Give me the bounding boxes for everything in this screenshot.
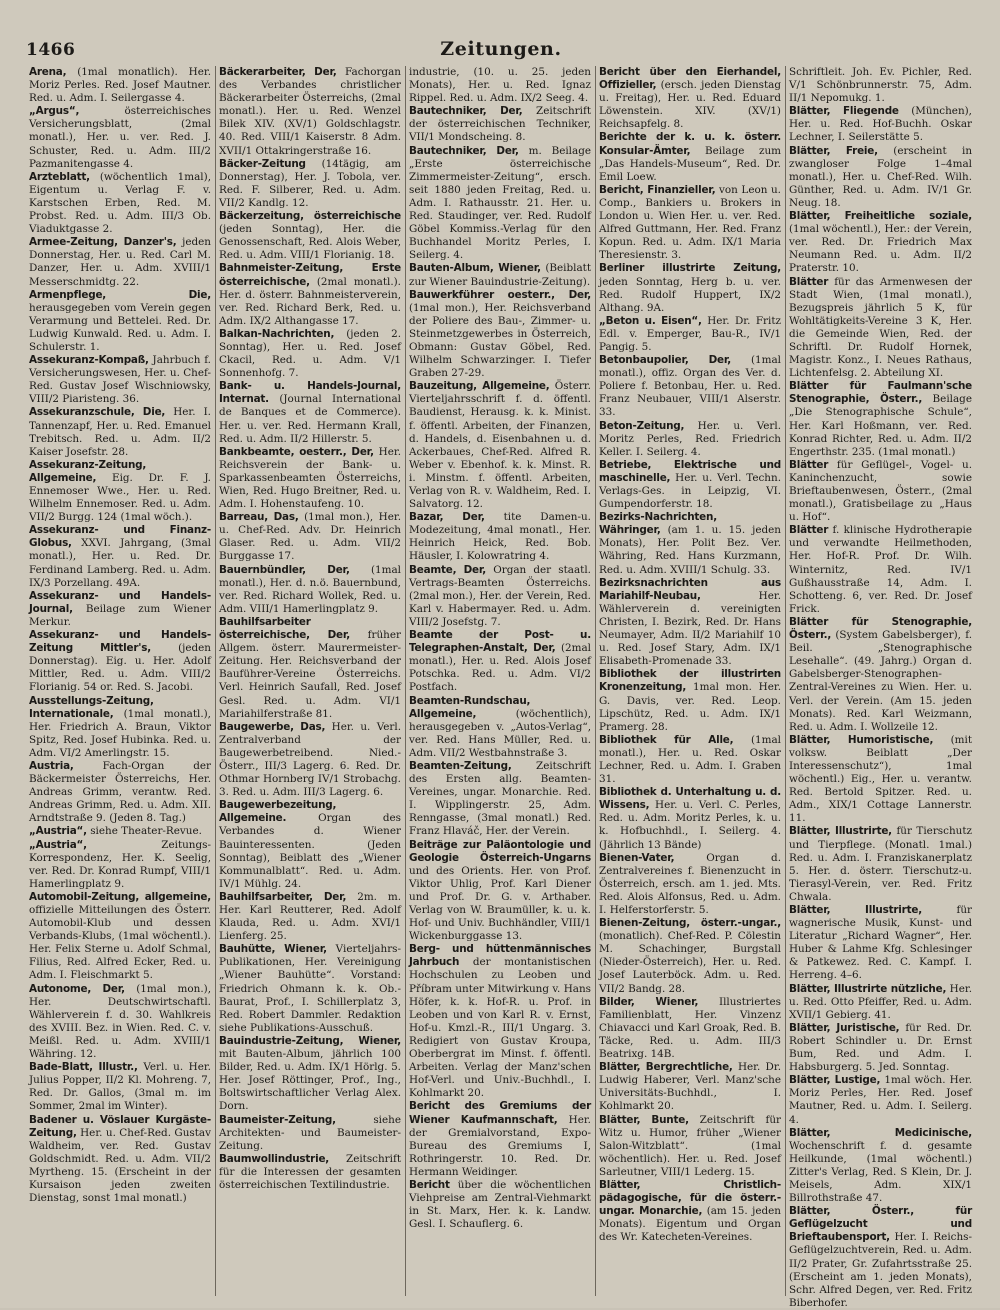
entry-text: (1mal monatl.), Her. u. Red. Oskar Lechner, Red. u. Adm. I. Graben 31. xyxy=(599,733,781,786)
entry-text: für das Armenwesen der Stadt Wien, (1mal monatl.), Bezugspreis jährlich 5 K, für Wohltätigkeits-Vereine 3 K, Her. die Gemeinde Wien, Red. der Schriftl. Dr. Rudolf Hornek, Magistr. Konz., I. Neues Rathaus, Lichtenfelsg. 2. Abteilung XI. xyxy=(789,275,972,380)
entry-text: Her. I. Reichs-Geflügelzuchtverein, Red. u. Adm. II/2 Prater, Gr. Zufahrtsstraße 25. (Erscheint am 1. jeden Monats), Schr. Alfred Degen, ver. Red. Fritz Biberhofer. xyxy=(789,1231,972,1309)
directory-entry xyxy=(219,262,401,327)
entry-text: für Geflügel-, Vogel- u. Kaninchenzucht, sowie Brieftaubenwesen, Österr., (2mal monatl.), Gratisbeilage zu „Haus u. Hof“. xyxy=(789,458,972,524)
entry-headword: Bericht, Finanzieller, xyxy=(599,183,716,196)
entry-headword: Baugewerbezeitung, Allgemeine. xyxy=(219,799,337,825)
entry-text: Beilage zum „Das Handels-Museum“, Red. Dr. Emil Loew. xyxy=(599,144,781,183)
directory-entry xyxy=(409,511,591,563)
directory-entry xyxy=(789,524,972,616)
directory-entry xyxy=(29,289,211,354)
entry-headword: Blätter xyxy=(789,275,829,288)
directory-entry xyxy=(409,105,591,144)
entry-text: Zeitschrift des Ersten allg. Beamten-Vereines, ungar. Monarchie. Red. I. Wipplingerstr. 25, Adm. Renngasse, (3mal monatl.) Red. Franz Hlaváč, Her. der Verein. xyxy=(409,759,591,838)
entry-text: Beilage zum Wiener Merkur. xyxy=(29,602,211,628)
directory-entry xyxy=(409,289,591,381)
entry-text: Organ der staatl. Vertrags-Beamten Österreichs. (2mal mon.), Her. der Verein, Red. Karl v. Habermayer. Red. u. Adm. VIII/2 Josefstg. 7. xyxy=(409,563,591,628)
directory-entry xyxy=(29,590,211,629)
entry-headword: Blätter, Bergrechtliche, xyxy=(599,1061,733,1074)
entry-text: Organ des Verbandes d. Wiener Bauinteressenten. (Jeden Sonntag), Beiblatt des „Wiener Kommunalblatt“. Red. u. Adm. IV/1 Mühlg. 24. xyxy=(219,812,401,890)
entry-headword: Beiträge zur Paläontologie und Geologie Österreich-Ungarns xyxy=(409,838,591,864)
directory-entry xyxy=(789,1074,972,1126)
page-header xyxy=(26,34,976,64)
directory-entry xyxy=(219,1114,401,1153)
entry-text: für wagnerische Musik, Kunst- und Literatur „Richard Wagner“, Her. Huber & Lahme Kfg. Schlesinger & Patkewez. Red. C. Kampf. I. Herreng. 4–6. xyxy=(789,904,972,982)
entry-headword: Blätter, Bunte, xyxy=(599,1113,689,1126)
directory-entry xyxy=(29,1114,211,1206)
entry-text: (1mal monatl.), offiz. Organ des Ver. d. Poliere f. Betonbau, Her. u. Red. Franz Neubauer, VIII/1 Alserstr. 33. xyxy=(599,354,781,419)
entry-headword: Bienen-Zeitung, österr.-ungar., xyxy=(599,917,781,930)
entry-headword: Assekuranzschule, Die, xyxy=(29,406,166,419)
entry-headword: Blätter, Illustrirte, xyxy=(789,904,922,916)
entry-text: früher Allgem. österr. Maurermeister-Zeitung. Her. Reichsverband der Bauführer-Vereine Österreichs. Verl. Heinrich Saufall, Red. Josef Gesl. Red. u. Adm. VI/1 Mariahilferstraße 81. xyxy=(219,629,401,720)
entry-headword: Blätter für Stenographie, Österr., xyxy=(789,615,972,642)
entry-headword: Baumeister-Zeitung, xyxy=(219,1113,336,1126)
entry-text: Her. der Gremialvorstand, Expo-Bureau des Gremiums I, Rothringerstr. 10. Red. Dr. Hermann Weidinger. xyxy=(409,1113,591,1178)
directory-entry xyxy=(29,105,211,170)
directory-entry xyxy=(219,511,401,563)
entry-text: Her. Dr. Ludwig Haberer, Verl. Manz'sche Universitäts-Buchhdl., I. Kohlmarkt 20. xyxy=(599,1061,781,1113)
directory-entry xyxy=(599,852,781,917)
entry-headword: Bauernbündler, Der, xyxy=(219,563,350,576)
column-5 xyxy=(786,66,976,1309)
entry-text: Illustriertes Familienblatt, Her. Vinzenz Chiavacci und Karl Groak, Red. B. Täcke, Red. u. Adm. III/3 Beatrixg. 14B. xyxy=(599,995,781,1061)
entry-text: über die wöchentlichen Viehpreise am Zentral-Viehmarkt in St. Marx, Her. k. k. Landw. Gesl. I. Schauflerg. 6. xyxy=(409,1178,591,1231)
entry-headword: Blätter, Österr., für Geflügelzucht und Brieftaubensport, xyxy=(789,1205,972,1244)
entry-headword: Baugewerbe, Das, xyxy=(219,720,326,733)
directory-entry xyxy=(789,1205,972,1310)
entry-headword: Bautechniker, Der, xyxy=(409,144,519,157)
directory-entry xyxy=(599,1114,781,1179)
directory-entry xyxy=(409,629,591,694)
directory-entry xyxy=(409,262,591,288)
directory-entry xyxy=(409,839,591,944)
directory-entry xyxy=(599,734,781,786)
column-2 xyxy=(216,66,406,1296)
entry-text: (wöchentlich 1mal), Eigentum u. Verlag F. v. Karstschen Erben, Red. M. Probst. Red. u. Adm. III/3 Ob. Viaduktgasse 2. xyxy=(29,170,211,236)
directory-entry xyxy=(409,695,591,760)
entry-headword: Bericht über den Eierhandel, Offizieller, xyxy=(599,66,781,92)
directory-entry xyxy=(29,459,211,524)
text-columns xyxy=(26,66,978,1309)
entry-text: (1mal monatl.), Her. d. n.ö. Bauernbund, ver. Red. Richard Wollek, Red. u. Adm. VIII/1 Hamerlingplatz 9. xyxy=(219,563,401,615)
directory-entry xyxy=(599,996,781,1061)
directory-entry xyxy=(409,380,591,511)
directory-entry xyxy=(789,66,972,105)
directory-entry xyxy=(29,406,211,458)
entry-headword: „Argus“, xyxy=(29,105,80,118)
entry-text: Her. Reichsverein der Bank- u. Sparkassenbeamten Österreichs, Wien, Red. Hugo Breitner, Red. u. Adm. I. Hohenstaufeng. 10. xyxy=(219,445,401,511)
entry-headword: Armee-Zeitung, Danzer's, xyxy=(29,236,177,249)
entry-headword: Bazar, Der, xyxy=(409,511,485,524)
directory-entry xyxy=(789,210,972,275)
entry-text: Organ d. Zentralvereines f. Bienenzucht in Österreich, ersch. am 1. jed. Mts. Red. Alois Alfonsus, Red. u. Adm. I. Helferstorferstr. 5. xyxy=(599,851,781,916)
entry-text: Beilage „Die Stenographische Schule“, Her. Karl Hoßmann, ver. Red. Konrad Richter, Red. u. Adm. II/2 Engerthstr. 235. (1mal monatl.) xyxy=(789,393,972,458)
entry-text: siehe Architekten- und Baumeister-Zeitung. xyxy=(219,1113,401,1152)
entry-text: (1mal monatl.), Her. Friedrich A. Braun, Viktor Spitz, Red. Josef Hubinka. Red. u. Adm. VI/2 Amerlingstr. 15. xyxy=(29,707,211,759)
entry-text: herausgegeben vom Verein gegen Verarmung und Bettelei. Red. Dr. Ludwig Kunwald. Red. u. Adm. I. Schulerstr. 1. xyxy=(29,301,211,353)
entry-headword: Blätter xyxy=(789,524,829,537)
directory-entry xyxy=(409,66,591,105)
directory-entry xyxy=(789,734,972,826)
directory-entry xyxy=(219,328,401,380)
entry-headword: Bibliothek der illustrirten Kronenzeitung, xyxy=(599,668,781,694)
entry-headword: Arena, xyxy=(29,66,67,78)
column-4 xyxy=(596,66,786,1296)
entry-headword: Assekuranz- und Handels-Zeitung Mittler's, xyxy=(29,629,211,655)
entry-text: Her. u. Chef-Red. Gustav Waldheim, ver. Red. Gustav Goldschmidt. Red. u. Adm. VII/2 Myrtheng. 15. (Erscheint in der Kursaison jeden zweiten Dienstag, sonst 1mal monatl.) xyxy=(29,1126,211,1205)
entry-text: Zeitungs-Korrespondenz, Her. K. Seelig, ver. Red. Dr. Konrad Rumpf, VIII/1 Hamerlingplatz 9. xyxy=(29,838,211,890)
entry-text: tite Damen-u. Modezeitung, 4mal monatl., Her. Heinrich Heick, Red. Bob. Häusler, I. Kolowratring 4. xyxy=(409,511,591,563)
entry-text: Her. u. Red. Otto Pfeiffer, Red. u. Adm. XVII/1 Gebierg. 41. xyxy=(789,982,972,1021)
entry-headword: Bauten-Album, Wiener, xyxy=(409,262,541,275)
entry-text: Her. u. Verl. C. Perles, Red. u. Adm. Moritz Perles, k. u. k. Hofbuchhdl., I. Seilerg. 4. (Jährlich 13 Bände) xyxy=(599,799,781,851)
entry-text: für Red. Dr. Robert Schindler u. Dr. Ernst Bum, Red. und Adm. I. Habsburgerg. 5. Jed. Sonntag. xyxy=(789,1021,972,1074)
directory-entry xyxy=(219,799,401,891)
entry-text: Schriftleit. Joh. Ev. Pichler, Red. V/1 Schönbrunnerstr. 75, Adm. II/1 Nepomukg. 1. xyxy=(789,66,972,105)
entry-headword: Bauindustrie-Zeitung, Wiener, xyxy=(219,1034,401,1047)
entry-headword: Betonbaupolier, Der, xyxy=(599,354,732,367)
entry-text: Zeitschrift der österreichischen Techniker, VII/1 Mondscheing. 8. xyxy=(409,105,591,144)
entry-headword: Blätter für Faulmann'sche Stenographie, Österr., xyxy=(789,380,972,406)
directory-entry xyxy=(29,760,211,825)
entry-text: (am 15. jeden Monats). Eigentum und Organ des Wr. Katecheten-Vereines. xyxy=(599,1205,781,1244)
entry-headword: Bilder, Wiener, xyxy=(599,995,699,1008)
entry-text: Zeitschrift für Witz u. Humor, früher „Wiener Salon-Witzblatt“. (1mal wöchentlich). Her. u. Red. Josef Sarleutner, VIII/1 Lederg. 15. xyxy=(599,1113,781,1178)
entry-text: m. Beilage „Erste österreichische Zimmermeister-Zeitung“, ersch. seit 1880 jeden Freitag, Red. u. Adm. I. Rathausstr. 21. Her. u. Red. Staudinger, ver. Red. Rudolf Göbel Kommiss.-Verlag für den Buchhandel Moritz Perles, I. Seilerg. 4. xyxy=(409,144,592,262)
entry-headword: Bienen-Vater, xyxy=(599,851,675,864)
directory-entry xyxy=(789,459,972,524)
entry-text: offizielle Mitteilungen des Österr. Automobil-Klub und dessen Verbands-Klubs, (1mal wöchentl.). Her. Felix Sterne u. Adolf Schmal, Filius, Red. Alfred Ecker, Red. u. Adm. I. Fleischmarkt 5. xyxy=(29,904,211,982)
entry-headword: Beton-Zeitung, xyxy=(599,419,685,432)
entry-headword: Berichte der k. u. k. österr. Konsular-Ämter, xyxy=(599,131,781,157)
entry-headword: Autonome, Der, xyxy=(29,982,125,995)
directory-entry xyxy=(789,616,972,734)
directory-entry xyxy=(599,354,781,419)
entry-text: Eig. Dr. F. J. Ennemoser Wwe., Her. u. Red. Wilhelm Ennemoser. Red. u. Adm. VII/2 Burgg. 124 (1mal wöch.). xyxy=(29,471,211,524)
directory-entry xyxy=(789,825,972,904)
entry-headword: Bankbeamte, oesterr., Der, xyxy=(219,445,374,458)
directory-entry xyxy=(409,145,591,263)
directory-entry xyxy=(29,839,211,891)
entry-text: mit Bauten-Album, jährlich 100 Bilder, Red. u. Adm. IX/1 Hörlg. 5. Her. Josef Röttinger, Prof., Ing., Boltswirtschaftlicher Verlag Alex. Dorn. xyxy=(219,1048,401,1113)
entry-text: (München), Her. u. Red. Hof-Buchh. Oskar Lechner, I. Seilerstätte 5. xyxy=(789,105,972,144)
entry-text: (mit volksw. Beiblatt „Der Interessenschutz“), 1mal wöchentl.) Eig., Her. u. verantw. Red. Bertold Spitzer. Red. u. Adm., XIX/1 Cottage Lannerstr. 11. xyxy=(789,733,972,825)
directory-entry xyxy=(219,380,401,445)
directory-entry xyxy=(599,1061,781,1113)
entry-text: Vierteljahrs-Publikationen, Her. Vereinigung „Wiener Bauhütte“. Vorstand: Friedrich Ohmann k. k. Ob.-Baurat, Prof., I. Schillerplatz 3, Red. Robert Dammler. Redaktion siehe Publikations-Ausschuß. xyxy=(219,943,401,1034)
entry-headword: Beamten-Rundschau, Allgemeine, xyxy=(409,694,531,720)
entry-text: f. klinische Hydrotherapie und verwandte Heilmethoden, Her. Hof-R. Prof. Dr. Wilh. Winternitz, Red. IV/1 Gußhausstraße 14, Adm. I. Schotteng. 6, ver. Red. Dr. Josef Frick. xyxy=(789,524,972,615)
entry-headword: Bauhilfsarbeiter, Der, xyxy=(219,890,347,903)
entry-text: (System Gabelsberger), f. Beil. „Stenographische Lesehalle“. (49. Jahrg.) Organ d. Gabelsberger-Stenographen-Zentral-Vereines zu Wien. Her. u. Verl. der Verein. (Am 15. jeden Monats). Red. Karl Weizmann, Red. u. Adm. I. Wollzeile 12. xyxy=(789,629,972,733)
entry-headword: Blätter, Christlich-pädagogische, für die österr.-ungar. Monarchie, xyxy=(599,1178,781,1218)
entry-headword: Bautechniker, Der, xyxy=(409,105,523,118)
entry-text: (1mal monatlich). Her. Moriz Perles. Red. Josef Mautner. Red. u. Adm. I. Seilergasse 4. xyxy=(29,66,211,105)
entry-text: Her. u. Verl. Zentralverband der Baugewerbetreibend. Nied.-Österr., III/3 Lagerg. 6. Red. Dr. Othmar Hornberg IV/1 Strobachg. 3. Red. u. Adm. III/3 Lagerg. 6. xyxy=(219,720,401,799)
entry-headword: Bauhütte, Wiener, xyxy=(219,943,327,956)
directory-entry xyxy=(599,420,781,459)
directory-entry xyxy=(219,616,401,721)
entry-text: (1mal mon.), Her. u. Chef-Red. Adv. Dr. Heinrich Glaser. Red. u. Adm. VII/2 Burggasse 17. xyxy=(219,511,401,563)
entry-headword: Blätter, Illustrirte, xyxy=(789,825,892,838)
directory-entry xyxy=(599,184,781,263)
directory-entry xyxy=(599,577,781,669)
entry-text: (2mal monatl.). Her. d. österr. Bahnmeisterverein, ver. Red. Richard Berk, Red. u. Adm. IX/2 Althangasse 17. xyxy=(219,275,401,327)
directory-entry xyxy=(219,66,401,158)
entry-headword: Beamte, Der, xyxy=(409,563,487,576)
entry-headword: „Austria“, xyxy=(29,838,87,851)
entry-text: Fach-Organ der Bäckermeister Österreichs, Her. Andreas Grimm, verantw. Red. Andreas Grimm, Red. u. Adm. XII. Arndtstraße 9. (Jeden 8. Tag.) xyxy=(29,759,211,825)
directory-entry xyxy=(599,668,781,733)
entry-text: (ersch. jeden Dienstag u. Freitag), Her. u. Red. Eduard Löwenstein. XIV. (XV/1) Reichsapfelg. 8. xyxy=(599,79,781,131)
entry-headword: Bade-Blatt, Illustr., xyxy=(29,1061,138,1074)
entry-text: (jeden Sonntag), Her. die Genossenschaft, Red. Alois Weber, Red. u. Adm. VIII/1 Florianig. 18. xyxy=(219,223,401,262)
entry-headword: Assekuranz- und Handels-Journal, xyxy=(29,589,211,615)
directory-entry xyxy=(409,943,591,1100)
entry-headword: Assekuranz-Kompaß, xyxy=(29,354,149,367)
entry-headword: Blätter, Freie, xyxy=(789,144,878,157)
entry-text: (wöchentlich), herausgegeben v. „Autos-Verlag“, ver. Red. Hans Müller, Red. u. Adm. VII/2 Westbahnstraße 3. xyxy=(409,707,591,759)
entry-headword: Beamte der Post- u. Telegraphen-Anstalt, Der, xyxy=(409,629,591,655)
entry-headword: Assekuranz- und Finanz-Globus, xyxy=(29,524,211,550)
entry-headword: Bank- u. Handels-Journal, Internat. xyxy=(219,380,401,406)
directory-entry xyxy=(29,236,211,288)
entry-text: industrie, (10. u. 25. jeden Monats), Her. u. Red. Ignaz Rippel. Red. u. Adm. IX/2 Seeg. 4. xyxy=(409,66,591,105)
directory-entry xyxy=(219,210,401,262)
directory-entry xyxy=(599,1179,781,1244)
entry-headword: Bezirks-Nachrichten, Währinger, xyxy=(599,511,717,537)
entry-headword: Balkan-Nachrichten, xyxy=(219,327,335,340)
entry-headword: Berliner illustrirte Zeitung, xyxy=(599,262,781,275)
entry-headword: Austria, xyxy=(29,759,74,772)
directory-entry xyxy=(29,825,211,838)
directory-entry xyxy=(29,1061,211,1113)
entry-headword: Blätter, Illustrirte nützliche, xyxy=(789,982,947,995)
directory-entry xyxy=(409,760,591,839)
directory-entry xyxy=(219,1153,401,1192)
entry-headword: Blätter, Fliegende xyxy=(789,105,899,118)
directory-entry xyxy=(789,1022,972,1074)
entry-text: österreichisches Versicherungsblatt, (2mal monatl.), Her. u. ver. Red. J. Schuster, Red. u. Adm. III/2 Pazmanitengasse 4. xyxy=(29,105,211,170)
running-head-title: Zeitungen. xyxy=(440,38,562,60)
directory-entry xyxy=(599,786,781,851)
entry-headword: Blätter, Humoristische, xyxy=(789,733,934,746)
directory-entry xyxy=(599,131,781,183)
entry-headword: „Austria“, xyxy=(29,825,87,838)
entry-headword: Bauwerkführer oesterr., Der, xyxy=(409,288,591,301)
directory-entry xyxy=(789,983,972,1022)
page-number: 1466 xyxy=(26,40,76,60)
entry-text: (jeden Donnerstag). Eig. u. Her. Adolf Mittler, Red. u. Adm. VIII/2 Florianig. 54 or. Red. S. Jacobi. xyxy=(29,642,211,694)
entry-headword: Armenpflege, Die, xyxy=(29,288,211,301)
entry-text: (Beiblatt zur Wiener Bauindustrie-Zeitung). xyxy=(409,262,591,288)
entry-headword: Bibliothek d. Unterhaltung u. d. Wissens, xyxy=(599,786,781,812)
entry-headword: Bauzeitung, Allgemeine, xyxy=(409,380,550,393)
entry-headword: Badener u. Vöslauer Kurgäste-Zeitung, xyxy=(29,1113,211,1139)
entry-text: Her. u. Verl. Moritz Perles, Red. Friedrich Keller. I. Seilerg. 4. xyxy=(599,419,782,458)
directory-entry xyxy=(599,262,781,314)
directory-entry xyxy=(29,695,211,760)
directory-entry xyxy=(29,524,211,589)
directory-entry xyxy=(219,721,401,800)
directory-entry xyxy=(789,276,972,381)
entry-text: (1mal mon.), Her. Reichsverband der Poliere des Bau-, Zimmer- u. Steinmetzgewerbes in Österreich, Obmann: Gustav Göbel, Red. Wilhelm Schwarzinger. I. Tiefer Graben 27-29. xyxy=(409,301,591,380)
directory-entry xyxy=(599,917,781,996)
entry-text: (Journal International de Banques et de Commerce). Her. u. ver. Red. Hermann Krall, Red. u. Adm. II/2 Hillerstr. 5. xyxy=(219,393,401,445)
entry-text: 2m. m. Her. Karl Reutterer, Red. Adolf Klauda, Red. u. Adm. XVI/1 Lienferg. 25. xyxy=(219,890,402,943)
entry-headword: Bericht des Gremiums der Wiener Kaufmannschaft, xyxy=(409,1100,591,1126)
directory-entry xyxy=(599,459,781,511)
entry-text: Wochenschrift f. d. gesamte Heilkunde, (1mal wöchentl.) Zitter's Verlag, Red. S Klein, Dr. J. Meisels, Adm. XIX/1 Billrothstraße 47. xyxy=(789,1139,972,1205)
entry-headword: Blätter, Medicinische, xyxy=(789,1126,972,1139)
entry-text: (monatlich). Chef-Red. P. Cölestin M. Schachinger, Burgstall (Nieder-Österreich), Her. u. Red. Josef Lauterböck. Adm. u. Red. VII/2 Bandg. 28. xyxy=(599,930,781,995)
directory-entry xyxy=(219,943,401,1035)
entry-headword: Automobil-Zeitung, allgemeine, xyxy=(29,890,211,903)
entry-text: für Tierschutz und Tierpflege. (Monatl. 1mal.) Red. u. Adm. I. Franziskanerplatz 5. Her. d. österr. Tierschutz-u. Tierasyl-Verein, ver. Red. Fritz Chwala. xyxy=(789,825,972,903)
directory-entry xyxy=(789,380,972,459)
entry-text: (2mal monatl.), Her. u. Red. Alois Josef Potschka. Red. u. Adm. VI/2 Postfach. xyxy=(409,642,591,694)
entry-headword: Bericht xyxy=(409,1178,450,1191)
entry-headword: Baumwollindustrie, xyxy=(219,1152,330,1165)
entry-text: (jeden 2. Sonntag), Her. u. Red. Josef Ckacil, Red. u. Adm. V/1 Sonnenhofg. 7. xyxy=(219,327,401,380)
entry-text: (1mal mon.), Her. Deutschwirtschaftl. Wählerverein f. d. 30. Wahlkreis des XVIII. Bez. in Wien. Red. C. v. Meißl. Red. u. Adm. XVIII/1 Währing. 12. xyxy=(29,982,211,1061)
entry-text: 1mal wöch. Her. Moriz Perles, Her. Red. Josef Mautner, Red. u. Adm. I. Seilerg. 4. xyxy=(789,1074,972,1126)
column-3 xyxy=(406,66,596,1296)
directory-entry xyxy=(29,354,211,406)
directory-entry xyxy=(409,1100,591,1179)
entry-headword: Bezirksnachrichten aus Mariahilf-Neubau, xyxy=(599,576,781,602)
directory-entry xyxy=(219,158,401,210)
directory-entry xyxy=(789,1127,972,1206)
directory-entry xyxy=(599,66,781,131)
entry-headword: Blätter, Freiheitliche soziale, xyxy=(789,210,972,223)
entry-headword: Arzteblatt, xyxy=(29,170,90,183)
entry-text: XXVI. Jahrgang, (3mal monatl.), Her. u. Red. Dr. Ferdinand Lamberg. Red. u. Adm. IX/3 Porzellang. 49A. xyxy=(29,537,212,589)
entry-text: Zeitschrift für die Interessen der gesamten österreichischen Textilindustrie. xyxy=(219,1152,401,1191)
entry-headword: Blätter xyxy=(789,458,829,471)
entry-text: Fachorgan des Verbandes christlicher Bäckerarbeiter Österreichs, (2mal monatl.). Her. u. Red. Wenzel Bilek XIV. (XV/1) Goldschlagstr. 40. Red. VIII/1 Kaiserstr. 8 Adm. XVII/1 Ottakringerstraße 16. xyxy=(219,66,401,157)
entry-headword: Bäckerzeitung, österreichische xyxy=(219,210,401,223)
entry-text: (erscheint in zwangloser Folge 1–4mal monatl.), Her. u. Chef-Red. Wilh. Günther, Red. u. Adm. IV/1 Gr. Neug. 18. xyxy=(789,144,973,209)
directory-entry xyxy=(219,891,401,943)
entry-headword: „Beton u. Eisen“, xyxy=(599,314,702,327)
entry-headword: Bahnmeister-Zeitung, Erste österreichische, xyxy=(219,262,401,288)
directory-entry xyxy=(29,66,211,105)
entry-headword: Bauhilfsarbeiter österreichische, Der, xyxy=(219,615,351,642)
directory-entry xyxy=(409,564,591,629)
entry-text: Her. Dr. Fritz Edl. v. Emperger, Bau-R., IV/1 Pangig. 5. xyxy=(599,314,781,353)
directory-entry xyxy=(219,446,401,511)
entry-text: und des Orients. Her. von Prof. Viktor Uhlig, Prof. Karl Diener und Prof. Dr. G. v. Arthaber. Verlag von W. Braumüller, k. u. k. Hof- und Univ. Buchhändler, VIII/1 Wickenburggasse 13. xyxy=(409,864,591,943)
directory-entry xyxy=(219,1035,401,1114)
entry-text: Her. I. Tannenzapf, Her. u. Red. Emanuel Trebitsch. Red. u. Adm. II/2 Kaiser Josefstr. 28. xyxy=(29,406,211,458)
entry-text: siehe Theater-Revue. xyxy=(90,825,202,838)
directory-entry xyxy=(599,511,781,576)
entry-headword: Bäckerarbeiter, Der, xyxy=(219,66,337,78)
directory-entry xyxy=(29,171,211,236)
entry-headword: Assekuranz-Zeitung, Allgemeine, xyxy=(29,458,147,484)
entry-text: (1mal wöchentl.), Her.: der Verein, ver. Red. Dr. Friedrich Max Neumann Red. u. Adm. II/2 Praterstr. 10. xyxy=(789,223,972,275)
entry-text: 1mal mon. Her. G. Davis, ver. Red. Leop. Lipschütz, Red. u. Adm. IX/1 Pramerg. 28. xyxy=(599,681,782,733)
entry-headword: Barreau, Das, xyxy=(219,511,299,524)
entry-headword: Bäcker-Zeitung xyxy=(219,157,306,170)
entry-text: Her. Wählerverein d. vereinigten Christen, I. Bezirk, Red. Dr. Hans Neumayer, Adm. II/2 Mariahilf 10 u. Red. Josef Stary, Adm. IX/1 Elisabeth-Promenade 33. xyxy=(599,589,781,668)
entry-headword: Blätter, Juristische, xyxy=(789,1021,900,1034)
directory-entry xyxy=(29,629,211,694)
entry-headword: Blätter, Lustige, xyxy=(789,1074,881,1087)
directory-entry xyxy=(789,105,972,144)
entry-text: der montanistischen Hochschulen zu Leoben und Příbram unter Mitwirkung v. Hans Höfer, k. k. Hof-R. u. Prof. in Leoben und von Karl R. v. Ernst, Hof-u. Kmzl.-R., III/1 Ungarg. 3. Redigiert von Gustav Kroupa, Oberbergrat im Minst. f. öffentl. Arbeiten. Verlag der Manz'schen Hof-Verl. und Univ.-Buchhdl., I. Kohlmarkt 20. xyxy=(409,956,591,1100)
entry-text: Jahrbuch f. Versicherungswesen, Her. u. Chef-Red. Gustav Josef Wischniowsky, VIII/2 Piaristeng. 36. xyxy=(29,354,211,406)
entry-text: (14tägig, am Donnerstag), Her. J. Tobola, ver. Red. F. Silberer, Red. u. Adm. VII/2 Kandlg. 12. xyxy=(219,157,401,209)
entry-headword: Beamten-Zeitung, xyxy=(409,759,512,772)
entry-text: (am 1. u. 15. jeden Monats), Her. Polit Bez. Ver. Währing, Red. Hans Kurzmann, Red. u. Adm. XVIII/1 Schulg. 33. xyxy=(599,524,781,576)
entry-text: Verl. u. Her. Julius Popper, II/2 Kl. Mohreng. 7, Red. Dr. Gallos, (3mal m. im Sommer, 2mal im Winter). xyxy=(29,1061,211,1113)
directory-entry xyxy=(219,564,401,616)
directory-entry xyxy=(409,1179,591,1231)
entry-headword: Ausstellungs-Zeitung, Internationale, xyxy=(29,694,154,720)
entry-text: Österr. Vierteljahrsschrift f. d. öffentl. Baudienst, Herausg. k. k. Minist. f. öffentl. Arbeiten, der Finanzen, d. Handels, d. Eisenbahnen u. d. Ackerbaues, Chef-Red. Alfred R. Weber v. Ebenhof. k. k. Minst. R. i. Minstm. f. öffentl. Arbeiten, Verlag von R. v. Waldheim, Red. I. Salvatorg. 12. xyxy=(409,380,591,511)
entry-text: Her. u. Verl. Techn. Verlags-Ges. in Leipzig, VI. Gumpendorferstr. 18. xyxy=(599,471,781,511)
directory-entry xyxy=(789,145,972,210)
entry-headword: Bibliothek für Alle, xyxy=(599,733,734,746)
directory-entry xyxy=(29,983,211,1062)
entry-text: jeden Donnerstag, Her. u. Red. Carl M. Danzer, Her. u. Adm. XVIII/1 Messerschmidtg. 22. xyxy=(29,236,211,288)
entry-text: von Leon u. Comp., Bankiers u. Brokers in London u. Wien Her. u. ver. Red. Alfred Guttmann, Her. Red. Franz Kopun. Red. u. Adm. IX/1 Maria Theresienstr. 3. xyxy=(599,183,781,262)
column-1 xyxy=(26,66,216,1296)
entry-text: jeden Sonntag, Herg b. u. ver. Red. Rudolf Huppert, IX/2 Althang. 9A. xyxy=(599,275,781,314)
entry-headword: Berg- und hüttenmännisches Jahrbuch xyxy=(409,943,591,969)
directory-entry xyxy=(599,315,781,354)
directory-entry xyxy=(29,891,211,983)
directory-entry xyxy=(789,904,972,983)
entry-headword: Betriebe, Elektrische und maschinelle, xyxy=(599,458,781,484)
